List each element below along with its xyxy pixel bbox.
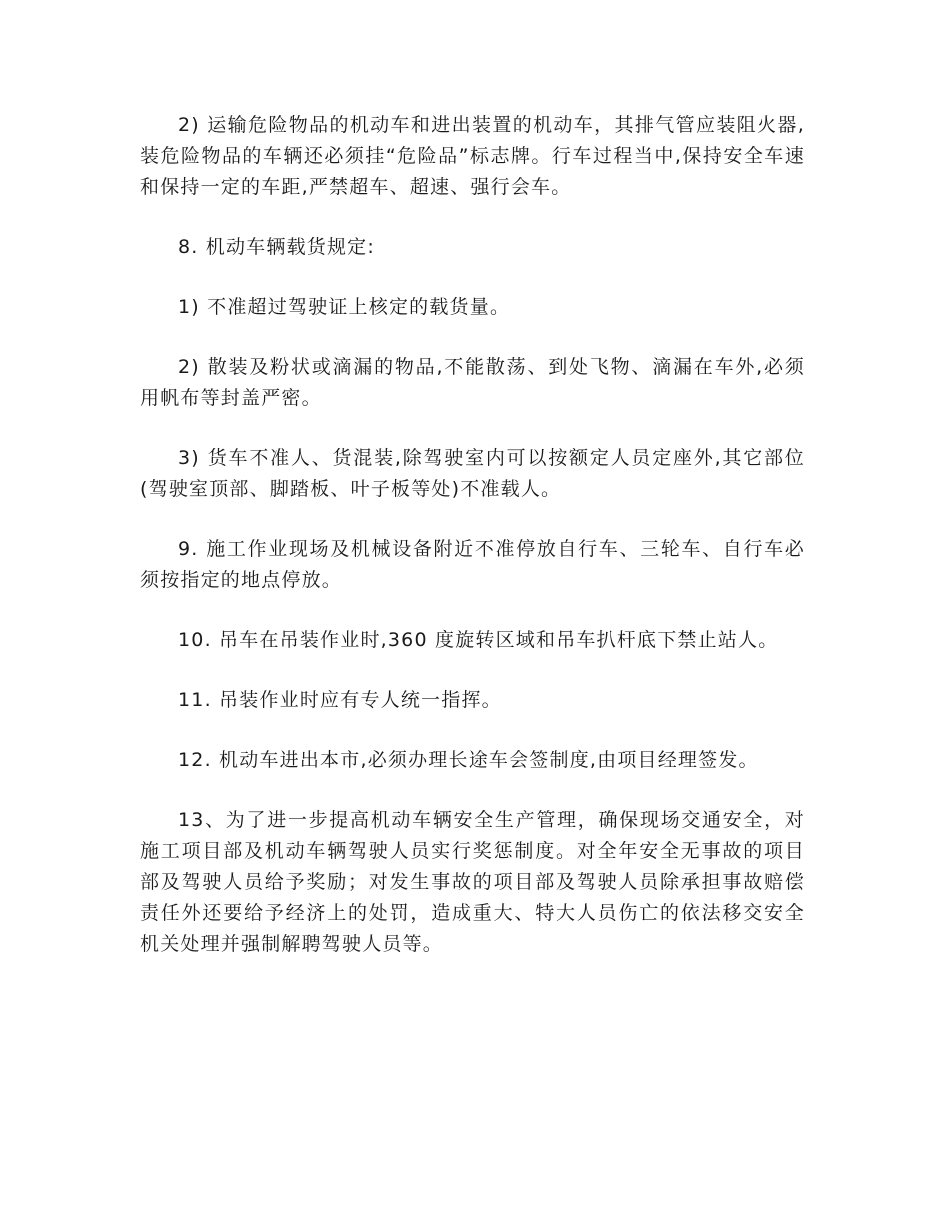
paragraph-reward-penalty: 13、为了进一步提高机动车辆安全生产管理，确保现场交通安全，对施工项目部及机动车辆驾驶人员实行奖惩制度。对全年安全无事故的项目部及驾驶人员给予奖励；对发生事故的项目部及驾驶人员除承担事故赔偿责任外还要给予经济上的处罚，造成重大、特大人员伤亡的依法移交安全机关处理并强制解聘驾驶人员等。 [140, 809, 805, 955]
paragraph-bulk-cover: 2) 散装及粉状或滴漏的物品,不能散荡、到处飞物、滴漏在车外,必须用帆布等封盖严密。 [140, 356, 805, 409]
paragraph-long-distance: 12. 机动车进出本市,必须办理长途车会签制度,由项目经理签发。 [178, 749, 759, 771]
paragraph-bicycle-parking: 9. 施工作业现场及机械设备附近不准停放自行车、三轮车、自行车必须按指定的地点停放。 [140, 538, 805, 591]
paragraph-cargo-limit: 1) 不准超过驾驶证上核定的载货量。 [178, 296, 511, 318]
document-body [140, 110, 805, 989]
paragraph-no-passengers: 3) 货车不准人、货混装,除驾驶室内可以按额定人员定座外,其它部位(驾驶室顶部、脚踏板、叶子板等处)不准载人。 [140, 447, 805, 500]
paragraph-lifting-command: 11. 吊装作业时应有专人统一指挥。 [178, 689, 502, 711]
paragraph-exhaust-rule: 2) 运输危险物品的机动车和进出装置的机动车，其排气管应装阻火器,装危险物品的车辆还必须挂“危险品”标志牌。行车过程当中,保持安全车速和保持一定的车距,严禁超车、超速、强行会车。 [140, 114, 805, 198]
paragraph-cargo-heading: 8. 机动车辆载货规定: [178, 236, 375, 258]
paragraph-crane-zone: 10. 吊车在吊装作业时,360 度旋转区域和吊车扒杆底下禁止站人。 [178, 629, 779, 651]
